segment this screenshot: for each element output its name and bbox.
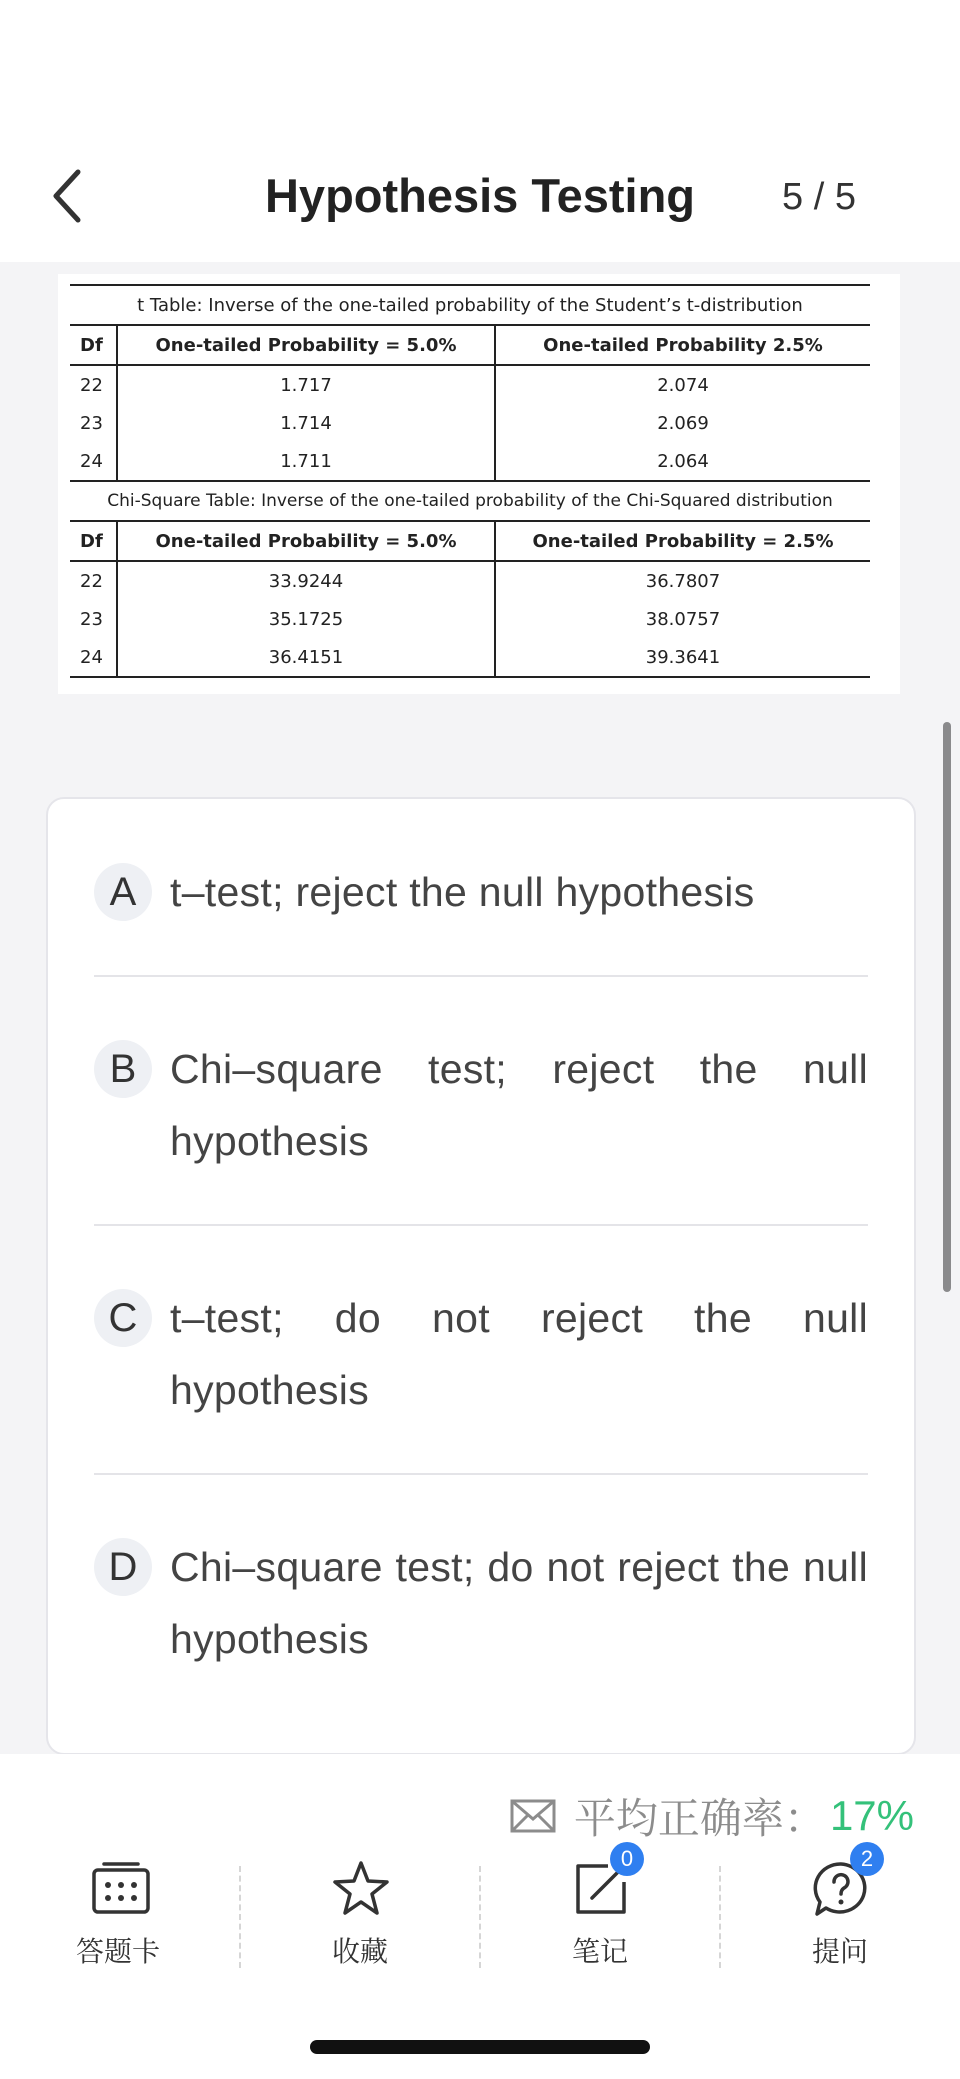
header-cell: One-tailed Probability = 2.5% <box>495 521 870 561</box>
header-cell: One-tailed Probability 2.5% <box>495 325 870 365</box>
t-table-caption: t Table: Inverse of the one-tailed probability of the Student’s t-distribution <box>70 285 870 325</box>
answer-card-button[interactable] <box>0 1860 240 1970</box>
cell: 22 <box>70 561 117 600</box>
favorite-label: 收藏 <box>331 1936 388 1967</box>
header-cell: Df <box>70 325 117 365</box>
cell: 2.064 <box>657 450 709 472</box>
star-icon <box>332 1860 390 1918</box>
chi-table-caption-row <box>70 481 870 521</box>
cell: 24 <box>70 442 117 481</box>
home-indicator <box>310 2040 650 2054</box>
option-text: Chi–square test; reject the null hypothesis <box>170 1046 868 1164</box>
divider <box>94 975 868 977</box>
question-progress: 5 / 5 <box>782 176 856 218</box>
option-text: t–test; do not reject the null hypothesis <box>170 1295 868 1413</box>
header-cell: Df <box>70 521 117 561</box>
cell: 35.1725 <box>117 600 495 638</box>
table-row <box>70 404 870 442</box>
notes-count-badge: 0 <box>610 1842 644 1876</box>
cell: 36.4151 <box>117 638 495 677</box>
stats-table <box>70 284 870 678</box>
cell: 1.717 <box>117 365 495 404</box>
cell: 22 <box>70 365 117 404</box>
cell: 23 <box>70 404 117 442</box>
divider <box>94 1224 868 1226</box>
answer-card-label: 答题卡 <box>75 1936 160 1967</box>
cell: 39.3641 <box>495 638 870 677</box>
table-row <box>70 442 870 481</box>
option-d[interactable] <box>94 1538 868 1682</box>
table-row <box>70 638 870 677</box>
cell: 2.069 <box>657 412 709 434</box>
ask-question-button[interactable] <box>720 1846 960 1970</box>
top-bar <box>0 0 960 262</box>
header-cell: One-tailed Probability = 5.0% <box>117 521 495 561</box>
bottom-toolbar <box>0 1846 960 1970</box>
envelope-icon <box>510 1797 556 1835</box>
t-table-header-row <box>70 325 870 365</box>
questions-count-badge: 2 <box>850 1842 884 1876</box>
chi-table-caption: Chi-Square Table: Inverse of the one-tailed probability of the Chi-Squared distribution <box>70 481 870 521</box>
cell: 1.714 <box>117 404 495 442</box>
cell: 36.7807 <box>645 570 721 592</box>
scrollbar[interactable] <box>943 722 951 1292</box>
table-row <box>70 365 870 404</box>
table-row <box>70 600 870 638</box>
cell: 23 <box>70 600 117 638</box>
favorite-button[interactable] <box>240 1860 480 1970</box>
cell: 1.711 <box>117 442 495 481</box>
ask-label: 提问 <box>811 1936 868 1967</box>
options-card <box>46 797 916 1755</box>
option-letter: A <box>94 863 152 921</box>
average-accuracy-value: 17% <box>829 1792 914 1839</box>
divider <box>94 1473 868 1475</box>
option-text: t–test; reject the null hypothesis <box>170 869 755 915</box>
header-cell: One-tailed Probability = 5.0% <box>117 325 495 365</box>
notes-button[interactable] <box>480 1846 720 1970</box>
cell: 33.9244 <box>117 561 495 600</box>
option-a[interactable] <box>94 863 868 927</box>
option-text: Chi–square test; do not reject the null hypothesis <box>170 1544 868 1662</box>
option-c[interactable] <box>94 1289 868 1433</box>
option-letter: D <box>94 1538 152 1596</box>
page-title: Hypothesis Testing <box>264 169 696 222</box>
average-accuracy <box>510 1786 914 1846</box>
cell: 2.074 <box>657 374 709 396</box>
question-table-image <box>58 274 900 694</box>
option-b[interactable] <box>94 1040 868 1184</box>
answer-card-icon <box>92 1860 150 1918</box>
chi-table-header-row <box>70 521 870 561</box>
cell: 38.0757 <box>645 608 721 630</box>
cell: 24 <box>70 638 117 677</box>
table-row <box>70 561 870 600</box>
average-accuracy-label: 平均正确率： <box>573 1795 826 1842</box>
option-letter: C <box>94 1289 152 1347</box>
notes-label: 笔记 <box>571 1936 628 1967</box>
t-table-caption-row <box>70 285 870 325</box>
option-letter: B <box>94 1040 152 1098</box>
